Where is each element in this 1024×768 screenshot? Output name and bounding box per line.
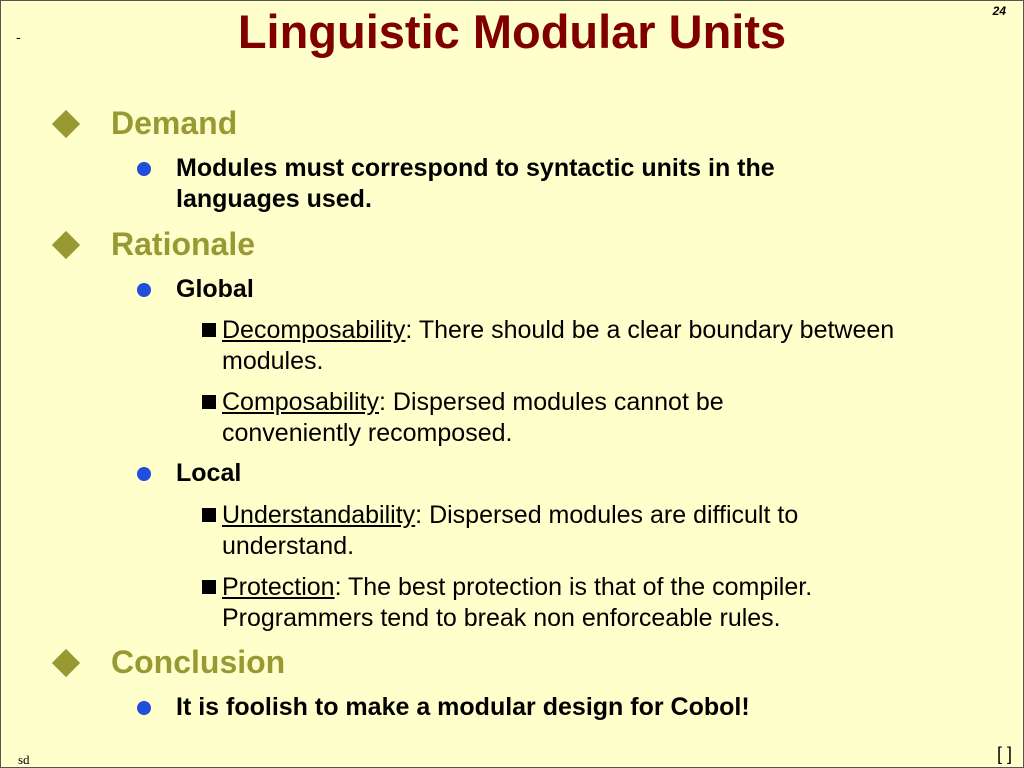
item-text: Local	[176, 459, 242, 487]
item-text: Global	[176, 275, 254, 303]
section-heading: Demand	[111, 105, 238, 141]
page-number: 24	[992, 4, 1006, 18]
footer-marks: [ ]	[996, 744, 1012, 764]
circle-bullet-icon	[137, 701, 151, 715]
sub-item-text	[222, 500, 902, 562]
square-bullet-icon	[202, 323, 216, 337]
circle-bullet-icon	[137, 283, 151, 297]
term-description: : Dispersed modules are difficult to understand.	[222, 501, 799, 560]
corner-mark: -	[16, 29, 21, 45]
footer-label: sd	[18, 752, 30, 767]
circle-bullet-icon	[137, 162, 151, 176]
square-bullet-icon	[202, 580, 216, 594]
term-description: : There should be a clear boundary between modules.	[222, 316, 895, 375]
item-text: It is foolish to make a modular design for Cobol!	[176, 693, 750, 721]
sub-item-text	[222, 315, 922, 377]
term-description: : Dispersed modules cannot be conveniently recomposed.	[222, 388, 724, 447]
sub-item-text	[222, 387, 822, 449]
slide-title: Linguistic Modular Units	[237, 5, 787, 58]
term: Understandability	[222, 501, 416, 529]
section-heading: Conclusion	[111, 644, 286, 680]
sub-item-text	[222, 572, 912, 634]
term: Decomposability	[222, 316, 406, 344]
section-heading: Rationale	[111, 226, 256, 262]
term-description: : The best protection is that of the compiler. Programmers tend to break non enforceable rules.	[222, 573, 813, 632]
item-text: Modules must correspond to syntactic units in the languages used.	[176, 154, 775, 213]
square-bullet-icon	[202, 508, 216, 522]
square-bullet-icon	[202, 395, 216, 409]
term: Protection	[222, 573, 335, 601]
term: Composability	[222, 388, 380, 416]
circle-bullet-icon	[137, 467, 151, 481]
